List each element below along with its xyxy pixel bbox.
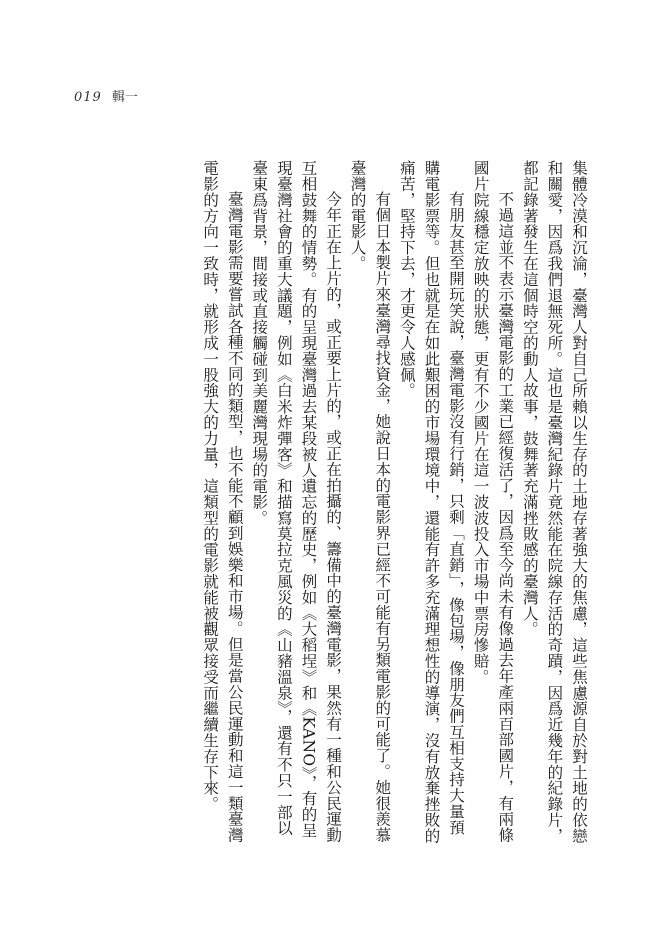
paragraph: 今年正在上片的，或正要上片的，或正在拍攝的、籌備中的臺灣電影，果然有一種和公民運動互相鼓舞的情勢。有的呈現臺灣過去某段被人遺忘的歷史，例如《大稻埕》和《KANO》，有的呈現臺灣社會的重大議題，例如《白米炸彈客》和描寫莫拉克風災的《山豬溫泉》，還有不只一部以臺東爲背景，間接或直接觸碰到美麗灣現場的電影。 — [250, 160, 343, 843]
paragraph: 不過這並不表示臺灣電影的工業已經復活了，因爲至今尚未有像過去年產兩百部國片，有兩條國片院線穩定放映的狀態，更有不少國片在這一波波投入市場中票房慘賠。 — [471, 160, 515, 843]
running-header — [74, 86, 138, 105]
section-title: 輯一 — [111, 90, 138, 105]
vertical-text-body — [198, 160, 592, 850]
paragraph: 有個日本製片來臺灣尋找資金，她說日本的電影界已經不可能有另類電影的可能了。她很羨慕臺灣的電影人。 — [348, 160, 392, 843]
paragraph: 集體冷漠和沉淪，臺灣人對自己所賴以生存的土地存著強大的焦慮，這些焦慮源自於對土地的依戀和關愛，因爲我們退無死所。這也是臺灣紀錄片竟然能在院線存活的奇蹟，因爲近幾年的紀錄片，都記錄著發生在這個時空的動人故事，鼓舞著充滿挫敗感的臺灣人。 — [520, 160, 588, 844]
paragraph: 有朋友甚至開玩笑說，臺灣電影沒有行銷，只剩「直銷」，像包場，像朋友們互相支持大量預購電影票等。但也就是在如此艱困的市場環境中，還能有許多充滿理想性的導演，沒有放棄挫敗的痛苦，堅持下去，才更令人感佩。 — [397, 160, 466, 844]
page-number: 019 — [74, 90, 102, 105]
paragraph: 臺灣電影需要嘗試各種不同的類型，也不能不顧到娛樂和市場。但是當公民運動和這一類臺灣電影的方向一致時，就形成一股強大的力量，這類型的電影就能被觀眾接受而繼續生存下來。 — [201, 160, 244, 843]
